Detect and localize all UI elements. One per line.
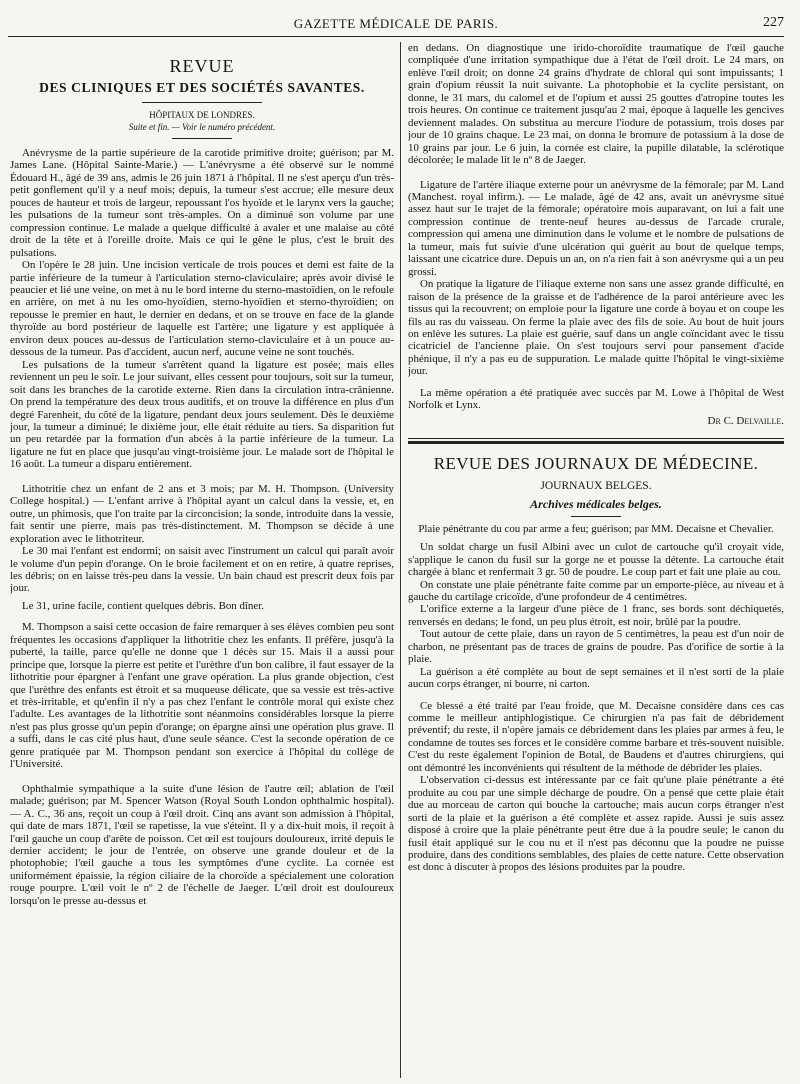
article-lithotritie-p2: Le 30 mai l'enfant est endormi; on saisit avec l'instrument un calcul qui paraît avoir le volume d'un pepin d'orange. On le broie facilement et on en retire, à quatre reprises, les débris; on en laisse très-peu dans la vessie. Un bain chaud est prescrit deux fois par jour. (10, 545, 394, 595)
archives-heading: Archives médicales belges. (530, 496, 662, 511)
article-plaie-p6: Ce blessé a été traité par l'eau froide, que M. Decaisne considère dans ces cas comme le meilleur antiphlogistique. Ce chirurgien n'a pas fait de débridement préventif; du reste, il n'opère jamais ce débridement dans les plaies par armes à feu, le condamne de toutes ses forces et le considère comme barbare et très-souvent nuisible. C'est du reste également l'opinion de Botal, de Baudens et d'autres chirurgiens, qui ont démontré les inconvénients qui résultent de la méthode de débrider les plaies. (408, 699, 784, 774)
article-carotid-p2: On l'opère le 28 juin. Une incision verticale de trois pouces et demi est faite de la partie inférieure de la tumeur à l'articulation sterno-claviculaire; après avoir divisé le peaucier et lié une veine, on met à nu le bord interne du sterno-mastoïdien, on le refoule en arrière, on met à nu les omo-hyoïdien, sterno-hyoïdien et sterno-thyroïdien; on repousse le premier en haut, le dernier en dedans, et on se trouve en face de la glande thyroïde au bord postérieur de laquelle est l'artère; une ligature y est appliquée à environ deux pouces au-dessus de l'articulation sterno-claviculaire et à un pouce au-dessous de la tumeur. Pas d'accident, aucun nerf, aucune veine ne sont touchés. (10, 259, 394, 359)
article-lithotritie-p1: Lithotritie chez un enfant de 2 ans et 3 mois; par M. H. Thompson. (University College hospital.) — L'enfant arrive à l'hôpital ayant un calcul dans la vessie, et, en outre, un phimosis, que l'on traite par la circoncision; la sonde, introduite dans la vessie, fait sentir une pierre, mais pas très-distinctement. M. Thompson se décide à une exploration avec le lithotriteur. (10, 482, 394, 545)
page-number: 227 (763, 15, 784, 30)
journaux-section-title: REVUE DES JOURNAUX DE MÉDECINE. (433, 453, 759, 473)
article-plaie-p2: On constate une plaie pénétrante faite comme par un emporte-pièce, au niveau et à gauche du cartilage cricoïde, d'une profondeur de 4 centimètres. (408, 578, 784, 603)
column-divider (400, 42, 401, 1078)
journaux-subtitle: JOURNAUX BELGES. (540, 479, 652, 492)
plaie-article-title: Plaie pénétrante du cou par arme a feu; guérison; par MM. Decaisne et Chevalier. (418, 522, 774, 535)
article-ligature-p1: Ligature de l'artère iliaque externe pour un anévrysme de la fémorale; par M. Land (Manchest. royal infirm.). — Le malade, âgé de 42 ans, avait un anévrysme situé assez haut sur le trajet de la fémorale; opératoire mois auparavant, on lui a fait une compression continue de trente-neuf heures au-dessus de l'arcade crurale, compression qui amena une diminution dans le volume et le nombre de pulsations de la tumeur, mais fut suivie d'une ulcération qui guérit au bout de quelque temps, laissant une cicatrice dure. Depuis un an, on n'a rien fait à son anévrysme qui a un peu grossi. (408, 178, 784, 278)
section-subtitle: DES CLINIQUES ET DES SOCIÉTÉS SAVANTES. (39, 80, 365, 95)
section-double-rule (408, 438, 784, 444)
suite-note: Suite et fin. — Voir le numéro précédent. (128, 122, 276, 132)
short-rule-2 (571, 516, 621, 517)
article-plaie-p7: L'observation ci-dessus est intéressante par ce fait qu'une plaie pénétrante a été produite au cou par une simple décharge de poudre. On a pensé que cette plaie était due au morceau de carton qui bouche la cartouche; mais aucun corps étranger n'est sorti de la plaie et la guérison a été complète et assez rapide. Aussi je suis assez disposé à croire que la plaie pénétrante peut être due à la poudre seule; le canon du fusil était appliqué sur le cou nu et il n'est pas déconnu que la poudre ne puisse produire, dans des conditions semblables, des plaies de cette nature. Cette observation est donc à discuter à propos des lésions produites par la poudre. (408, 774, 784, 874)
section-title: REVUE (169, 56, 235, 76)
article-ophthalmie-p1: Ophthalmie sympathique a la suite d'une lésion de l'autre œil; ablation de l'œil malade; guérison; par M. Spencer Watson (Royal South London ophthalmic hospital). — A. C., 36 ans, reçoit un coup à l'œil droit. Cinq ans avant son admission à l'hôpital, qui date de mars 1871, l'œil se rapetisse, la vue s'éteint. Il y a dix-huit mois, il reçoit à l'œil gauche un coup d'arête de poisson. Cet œil est toujours douloureux, irrité depuis le dernier accident; le jour de l'entrée, on observe une grande douleur et de la photophobie; l'œil gauche a tous les symptômes d'une cyclite. La cornée est uniformément épaissie, la région ciliaire de la choroïde a spécialement une coloration rouge pourpre. L'œil voit le nº 2 de l'échelle de Jaeger. L'œil droit est douloureux lorsqu'on le presse au-dessus et (10, 782, 394, 907)
short-rule (172, 138, 232, 139)
left-column (10, 42, 394, 1080)
article-lithotritie-p3: Le 31, urine facile, contient quelques débris. Bon dîner. (22, 599, 264, 612)
page-header (8, 14, 784, 37)
hospitals-heading: HÔPITAUX DE LONDRES. (149, 110, 255, 120)
article-plaie-p1: Un soldat charge un fusil Albini avec un culot de cartouche qu'il croyait vide, s'applique le canon du fusil sur la gorge ne et pousse la détente. La cartouche était chargée à blanc et renfermait 3 gr. 50 de poudre. Le coup part et fait une plaie au cou. (408, 541, 784, 579)
author-signature: Dr C. Delvaille. (707, 414, 784, 427)
article-carotid-p1: Anévrysme de la partie supérieure de la carotide primitive droite; guérison; par M. James Lane. (Hôpital Sainte-Marie.) — L'anévrysme a été observé sur le nommé Édouard H., âgé de 39 ans, admis le 26 juin 1871 à l'hôpital. Il ne s'est aperçu d'un très-petit gonflement qu'il y a neuf mois; depuis, la tumeur s'est accrue; elle mesure deux pouces de hauteur et trois de largeur, repoussant l'os hyoïde et le larynx vers la gauche; les pulsations de la tumeur sont très-amples. On a diminué son volume par une compression continue. Le malade a quelque difficulté à avaler et une malaise au côté droit de la tête et à l'oreille droite. Mais ce qui le gêne le plus, c'est le bruit des pulsations. (10, 147, 394, 259)
title-rule (142, 102, 262, 103)
article-ligature-p3: La même opération a été pratiquée avec succès par M. Lowe à l'hôpital de West Norfolk et Lynx. (408, 386, 784, 412)
article-lithotritie-p4: M. Thompson a saisi cette occasion de faire remarquer à ses élèves combien peu sont fréquentes les occasions d'appliquer la lithotritie chez les enfants. Il préfère, jusqu'à la puberté, la taille, parce qu'elle ne donne que 1 décès sur 15. Mais il a aussi pour principe que, lorsque la pierre est petite et l'urèthre d'un bon calibre, il faut essayer de la lithotritie pour épargner à l'enfant une grave opération. La plus grande objection, c'est que l'urèthre des enfants est étroit et sa muqueuse délicate, que sa vessie est très-active et très-irritable, et qu'enfin il n'y a pas chez l'enfant le contrôle moral qui existe chez l'adulte. Les avantages de la lithotritie sont néanmoins considérables lorsque la pierre n'est pas plus grosse qu'un pepin d'orange; on épargne ainsi une opération plus grave. Il a suffi, dans le cas cité plus haut, d'une seule séance. C'est la seconde opération de ce genre pratiquée par M. Thompson pendant son exercice à l'hôpital du collège de l'Université. (10, 621, 394, 771)
article-plaie-p3: L'orifice externe a la largeur d'une pièce de 1 franc, ses bords sont déchiquetés, renversés en dedans; le fond, un peu plus étroit, est noir, brûlé par la poudre. (408, 603, 784, 628)
article-plaie-p5: La guérison a été complète au bout de sept semaines et il n'est sorti de la plaie aucun corps étranger, ni bourre, ni carton. (408, 665, 784, 691)
article-carotid-p3: Les pulsations de la tumeur s'arrêtent quand la ligature est posée; mais elles reviennent un peu le soir. Le jour suivant, elles cessent pour toujours, soit sur la tumeur, soit dans les branches de la carotide externe. Rien dans la circulation intra-crânienne. On prend la température des deux trous auditifs, et on trouve la différence en plus d'un degré Farenheit, du côté de la ligature, pendant deux jours seulement. Dès le deuxième jour, la tumeur a diminué; le dixième jour, elle était réduite au tiers. Sa disparition fut un peu retardée par la formation d'un abcès à la partie inférieure de la tumeur. La ligature ne fut en place que jusqu'au vingt-troisième jour. Le malade sort de l'hôpital le 16 août. La tumeur a disparu entièrement. (10, 358, 394, 471)
journal-title: GAZETTE MÉDICALE DE PARIS. (293, 16, 499, 31)
article-plaie-p4: Tout autour de cette plaie, dans un rayon de 5 centimètres, la peau est d'un noir de charbon, ne présentant pas de traces de grains de poudre. Pas d'orifice de sortie à la plaie. (408, 628, 784, 666)
article-ligature-p2: On pratique la ligature de l'iliaque externe non sans une assez grande difficulté, en raison de la présence de la graisse et de l'adhérence de la paroi antérieure avec les tissus qui la recouvrent; on emploie pour la ligature une corde à boyau et on coupe les fils au ras du vaisseau. On ferme la plaie avec des fils de soie. Au bout de huit jours on enlève les sutures. La plaie est guérie, sauf dans un angle coïncidant avec le tissu cicatriciel de l'ancienne plaie. On s'est toujours servi pour pansement d'acide phénique, il n'y a pas eu de suppuration. Le malade quitte l'hôpital le vingt-sixième jour. (408, 278, 784, 378)
article-ophthalmie-continued: en dedans. On diagnostique une irido-choroïdite traumatique de l'œil gauche compliquée d'une irritation sympathique due à l'état de l'œil droit. Le 24 mars, on enlève l'œil droit; on donne 24 grains d'hydrate de chloral qui sont impuissants; 1 grain d'opium réussit la nuit suivante. La photophobie et la cyclite persistant, on donne, le 31 mars, du calomel et de l'opium et aussi 25 gouttes d'atropine toutes les trois heures. On continue ce traitement jusqu'au 2 mai, époque à laquelle les gencives deviennent malades. On substitua au mercure l'iodure de potassium, trois doses par jour de 10 grains chaque. Le 23 mai, on donna le bromure de potassium à la dose de 10 grains par jour. Le 6 juin, la cornée est claire, la pupille dilatable, la sclérotique décolorée; le malade lit le nº 8 de Jaeger. (408, 42, 784, 167)
right-column (408, 42, 784, 1080)
